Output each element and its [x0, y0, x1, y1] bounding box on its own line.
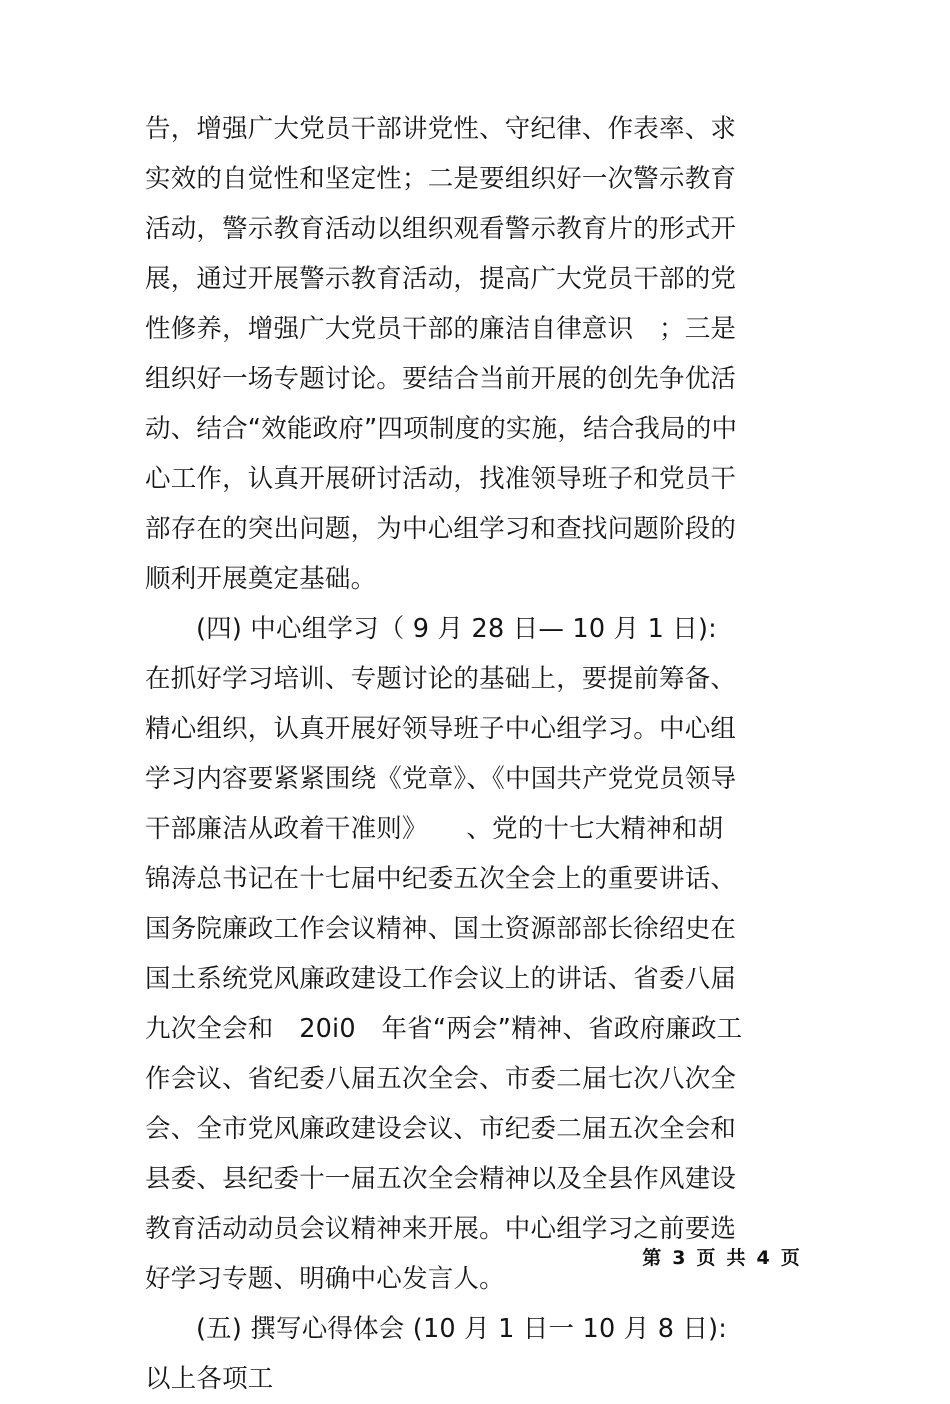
page-number-label: 第 3 页 共 4 页	[642, 1247, 802, 1269]
paragraph-section-four: (四) 中心组学习（ 9 月 28 日— 10 月 1 日): 在抓好学习培训、专题讨论的基础上，要提前筹备、精心组织，认真开展好领导班子中心组学习。中心组学习内容要紧紧围绕《党章》、《中国共产党党员领导干部廉洁从政着干准则》 、党的十七大精神和胡锦涛总书记在十七届中纪委五次全会上的重要讲话、国务院廉政工作会议精神、国土资源部部长徐绍史在国土系统党风廉政建设工作会议上的讲话、省委八届九次全会和 20i0 年省“两会”精神、省政府廉政工作会议、省纪委八届五次全会、市委二届七次八次全会、全市党风廉政建设会议、市纪委二届五次全会和县委、县纪委十一届五次全会精神以及全县作风建设教育活动动员会议精神来开展。中心组学习之前要选好学习专题、明确中心发言人。	[145, 614, 743, 1294]
page-footer	[0, 1243, 950, 1270]
paragraph-continuation: 告，增强广大党员干部讲党性、守纪律、作表率、求实效的自觉性和坚定性；二是要组织好一次警示教育活动，警示教育活动以组织观看警示教育片的形式开展，通过开展警示教育活动，提高广大党员干部的党性修养，增强广大党员干部的廉洁自律意识 ；三是组织好一场专题讨论。要结合当前开展的创先争优活动、结合“效能政府”四项制度的实施，结合我局的中心工作，认真开展研讨活动，找准领导班子和党员干部存在的突出问题，为中心组学习和查找问题阶段的顺利开展奠定基础。	[145, 114, 738, 594]
document-body	[145, 104, 745, 1404]
paragraph-section-five: (五) 撰写心得体会 (10 月 1 日一 10 月 8 日): 以上各项工	[145, 1314, 736, 1394]
